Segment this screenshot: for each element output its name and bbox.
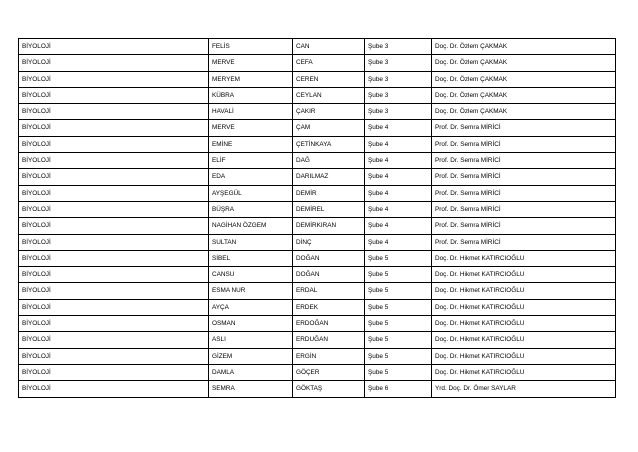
section-cell: Şube 4 bbox=[365, 185, 432, 201]
first-name-cell: BÜŞRA bbox=[209, 201, 293, 217]
department-cell: BİYOLOJİ bbox=[19, 364, 209, 380]
table-row bbox=[19, 316, 616, 332]
advisor-cell: Doç. Dr. Özlem ÇAKMAK bbox=[432, 55, 616, 71]
advisor-cell: Yrd. Doç. Dr. Ömer SAYLAR bbox=[432, 381, 616, 397]
table-row bbox=[19, 283, 616, 299]
department-cell: BİYOLOJİ bbox=[19, 316, 209, 332]
advisor-cell: Doç. Dr. Özlem ÇAKMAK bbox=[432, 39, 616, 55]
last-name-cell: DİNÇ bbox=[293, 234, 365, 250]
section-cell: Şube 3 bbox=[365, 55, 432, 71]
first-name-cell: AYŞEGÜL bbox=[209, 185, 293, 201]
advisor-cell: Prof. Dr. Semra MİRİCİ bbox=[432, 201, 616, 217]
first-name-cell: EMİNE bbox=[209, 136, 293, 152]
table-row bbox=[19, 218, 616, 234]
table-row bbox=[19, 87, 616, 103]
table-row bbox=[19, 332, 616, 348]
advisor-cell: Doç. Dr. Hikmet KATIRCIOĞLU bbox=[432, 267, 616, 283]
table-row bbox=[19, 71, 616, 87]
advisor-cell: Doç. Dr. Hikmet KATIRCIOĞLU bbox=[432, 316, 616, 332]
department-cell: BİYOLOJİ bbox=[19, 104, 209, 120]
department-cell: BİYOLOJİ bbox=[19, 332, 209, 348]
table-row bbox=[19, 381, 616, 397]
section-cell: Şube 5 bbox=[365, 316, 432, 332]
table-row bbox=[19, 169, 616, 185]
table-row bbox=[19, 299, 616, 315]
first-name-cell: EDA bbox=[209, 169, 293, 185]
first-name-cell: HAVALİ bbox=[209, 104, 293, 120]
last-name-cell: ÇAKIR bbox=[293, 104, 365, 120]
table-row bbox=[19, 250, 616, 266]
department-cell: BİYOLOJİ bbox=[19, 348, 209, 364]
last-name-cell: ÇETİNKAYA bbox=[293, 136, 365, 152]
advisor-cell: Prof. Dr. Semra MİRİCİ bbox=[432, 218, 616, 234]
section-cell: Şube 5 bbox=[365, 250, 432, 266]
section-cell: Şube 4 bbox=[365, 218, 432, 234]
first-name-cell: ASLI bbox=[209, 332, 293, 348]
advisor-cell: Prof. Dr. Semra MİRİCİ bbox=[432, 136, 616, 152]
department-cell: BİYOLOJİ bbox=[19, 71, 209, 87]
advisor-cell: Doç. Dr. Hikmet KATIRCIOĞLU bbox=[432, 332, 616, 348]
first-name-cell: MERVE bbox=[209, 55, 293, 71]
section-cell: Şube 5 bbox=[365, 348, 432, 364]
first-name-cell: SULTAN bbox=[209, 234, 293, 250]
advisor-cell: Doç. Dr. Hikmet KATIRCIOĞLU bbox=[432, 283, 616, 299]
department-cell: BİYOLOJİ bbox=[19, 250, 209, 266]
last-name-cell: CEFA bbox=[293, 55, 365, 71]
table-row bbox=[19, 234, 616, 250]
last-name-cell: ÇAM bbox=[293, 120, 365, 136]
advisor-cell: Prof. Dr. Semra MİRİCİ bbox=[432, 120, 616, 136]
section-cell: Şube 4 bbox=[365, 201, 432, 217]
table-row bbox=[19, 153, 616, 169]
section-cell: Şube 5 bbox=[365, 267, 432, 283]
last-name-cell: CEREN bbox=[293, 71, 365, 87]
advisor-cell: Doç. Dr. Özlem ÇAKMAK bbox=[432, 87, 616, 103]
section-cell: Şube 4 bbox=[365, 136, 432, 152]
first-name-cell: SİBEL bbox=[209, 250, 293, 266]
table-row bbox=[19, 364, 616, 380]
department-cell: BİYOLOJİ bbox=[19, 39, 209, 55]
department-cell: BİYOLOJİ bbox=[19, 234, 209, 250]
first-name-cell: CANSU bbox=[209, 267, 293, 283]
section-cell: Şube 3 bbox=[365, 71, 432, 87]
last-name-cell: DOĞAN bbox=[293, 250, 365, 266]
last-name-cell: GÖKTAŞ bbox=[293, 381, 365, 397]
first-name-cell: GİZEM bbox=[209, 348, 293, 364]
first-name-cell: AYÇA bbox=[209, 299, 293, 315]
first-name-cell: ELİF bbox=[209, 153, 293, 169]
table-row bbox=[19, 267, 616, 283]
last-name-cell: DARILMAZ bbox=[293, 169, 365, 185]
section-cell: Şube 3 bbox=[365, 104, 432, 120]
first-name-cell: KÜBRA bbox=[209, 87, 293, 103]
advisor-cell: Doç. Dr. Hikmet KATIRCIOĞLU bbox=[432, 364, 616, 380]
advisor-cell: Prof. Dr. Semra MİRİCİ bbox=[432, 153, 616, 169]
department-cell: BİYOLOJİ bbox=[19, 201, 209, 217]
department-cell: BİYOLOJİ bbox=[19, 267, 209, 283]
advisor-cell: Doç. Dr. Özlem ÇAKMAK bbox=[432, 104, 616, 120]
first-name-cell: ESMA NUR bbox=[209, 283, 293, 299]
section-cell: Şube 6 bbox=[365, 381, 432, 397]
advisor-cell: Prof. Dr. Semra MİRİCİ bbox=[432, 185, 616, 201]
section-cell: Şube 4 bbox=[365, 234, 432, 250]
last-name-cell: ERDAL bbox=[293, 283, 365, 299]
advisor-cell: Doç. Dr. Hikmet KATIRCIOĞLU bbox=[432, 299, 616, 315]
department-cell: BİYOLOJİ bbox=[19, 153, 209, 169]
table-row bbox=[19, 201, 616, 217]
table-row bbox=[19, 55, 616, 71]
department-cell: BİYOLOJİ bbox=[19, 299, 209, 315]
section-cell: Şube 4 bbox=[365, 120, 432, 136]
last-name-cell: DAĞ bbox=[293, 153, 365, 169]
table-row bbox=[19, 39, 616, 55]
last-name-cell: DEMİREL bbox=[293, 201, 365, 217]
student-list-table bbox=[18, 38, 616, 398]
section-cell: Şube 4 bbox=[365, 169, 432, 185]
department-cell: BİYOLOJİ bbox=[19, 55, 209, 71]
department-cell: BİYOLOJİ bbox=[19, 120, 209, 136]
table-row bbox=[19, 185, 616, 201]
department-cell: BİYOLOJİ bbox=[19, 283, 209, 299]
department-cell: BİYOLOJİ bbox=[19, 136, 209, 152]
last-name-cell: ERDUĞAN bbox=[293, 332, 365, 348]
student-list-body bbox=[19, 39, 616, 398]
table-row bbox=[19, 136, 616, 152]
first-name-cell: OSMAN bbox=[209, 316, 293, 332]
first-name-cell: MERVE bbox=[209, 120, 293, 136]
first-name-cell: MERYEM bbox=[209, 71, 293, 87]
first-name-cell: NAGİHAN ÖZGEM bbox=[209, 218, 293, 234]
department-cell: BİYOLOJİ bbox=[19, 218, 209, 234]
first-name-cell: SEMRA bbox=[209, 381, 293, 397]
department-cell: BİYOLOJİ bbox=[19, 87, 209, 103]
last-name-cell: DEMİR bbox=[293, 185, 365, 201]
department-cell: BİYOLOJİ bbox=[19, 381, 209, 397]
last-name-cell: ERDEK bbox=[293, 299, 365, 315]
last-name-cell: GÖÇER bbox=[293, 364, 365, 380]
advisor-cell: Doç. Dr. Hikmet KATIRCIOĞLU bbox=[432, 348, 616, 364]
last-name-cell: DOĞAN bbox=[293, 267, 365, 283]
last-name-cell: ERGİN bbox=[293, 348, 365, 364]
last-name-cell: ERDOĞAN bbox=[293, 316, 365, 332]
advisor-cell: Doç. Dr. Özlem ÇAKMAK bbox=[432, 71, 616, 87]
first-name-cell: FELİS bbox=[209, 39, 293, 55]
section-cell: Şube 5 bbox=[365, 283, 432, 299]
department-cell: BİYOLOJİ bbox=[19, 169, 209, 185]
advisor-cell: Prof. Dr. Semra MİRİCİ bbox=[432, 169, 616, 185]
advisor-cell: Prof. Dr. Semra MİRİCİ bbox=[432, 234, 616, 250]
section-cell: Şube 5 bbox=[365, 299, 432, 315]
section-cell: Şube 5 bbox=[365, 332, 432, 348]
table-row bbox=[19, 104, 616, 120]
section-cell: Şube 3 bbox=[365, 87, 432, 103]
section-cell: Şube 4 bbox=[365, 153, 432, 169]
last-name-cell: CEYLAN bbox=[293, 87, 365, 103]
section-cell: Şube 3 bbox=[365, 39, 432, 55]
last-name-cell: CAN bbox=[293, 39, 365, 55]
first-name-cell: DAMLA bbox=[209, 364, 293, 380]
department-cell: BİYOLOJİ bbox=[19, 185, 209, 201]
section-cell: Şube 5 bbox=[365, 364, 432, 380]
table-row bbox=[19, 348, 616, 364]
last-name-cell: DEMİRKIRAN bbox=[293, 218, 365, 234]
table-row bbox=[19, 120, 616, 136]
advisor-cell: Doç. Dr. Hikmet KATIRCIOĞLU bbox=[432, 250, 616, 266]
